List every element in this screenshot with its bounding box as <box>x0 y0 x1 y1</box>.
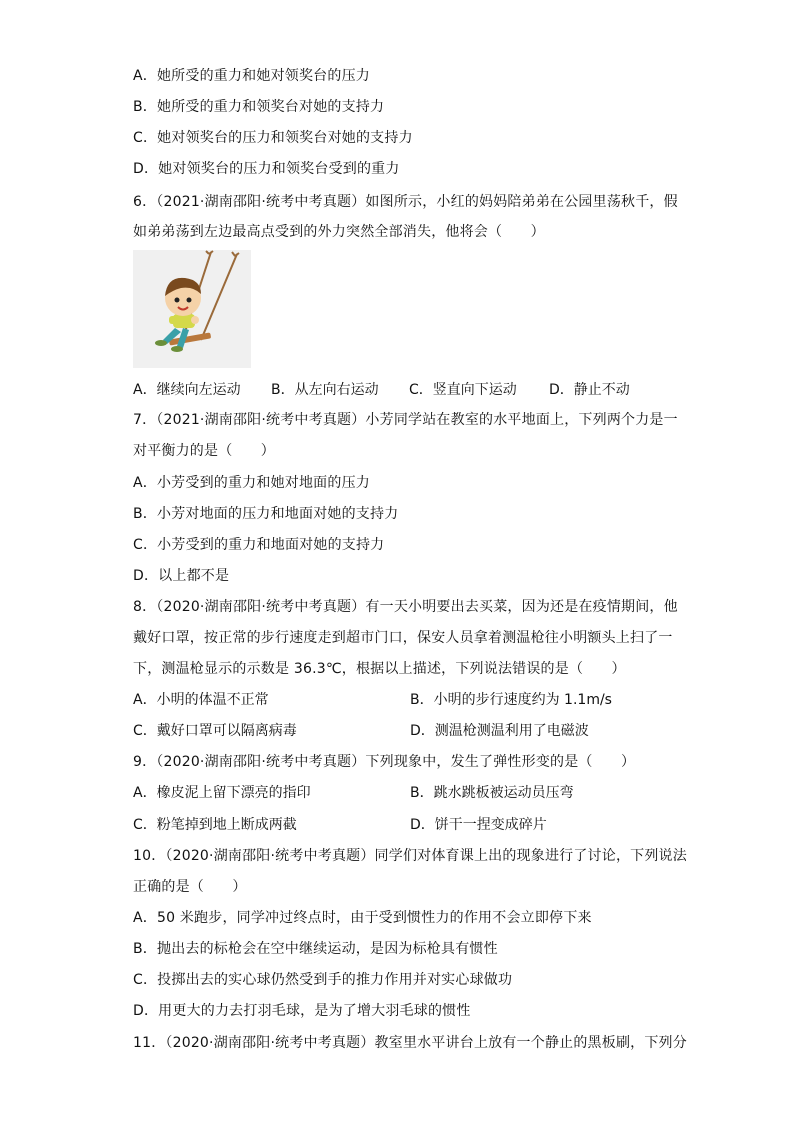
q6-option-b: B．从左向右运动 <box>271 382 379 398</box>
q9-option-a: A．橡皮泥上留下漂亮的指印 <box>133 785 311 801</box>
q7-option-a: A．小芳受到的重力和她对地面的压力 <box>133 475 370 491</box>
q5-option-d: D．她对领奖台的压力和领奖台受到的重力 <box>133 161 400 177</box>
q7-option-b: B．小芳对地面的压力和地面对她的支持力 <box>133 506 399 522</box>
q5-option-a: A．她所受的重力和她对领奖台的压力 <box>133 68 370 84</box>
q9-option-c: C．粉笔掉到地上断成两截 <box>133 817 297 833</box>
q8-option-c: C．戴好口罩可以隔离病毒 <box>133 723 297 739</box>
q10-option-c: C．投掷出去的实心球仍然受到手的推力作用并对实心球做功 <box>133 972 513 988</box>
q11-stem-line1: 11．（2020·湖南邵阳·统考中考真题）教室里水平讲台上放有一个静止的黑板刷，下列分 <box>133 1035 687 1051</box>
q6-stem-line2: 如弟弟荡到左边最高点受到的外力突然全部消失，他将会（ ） <box>133 224 545 240</box>
q8-option-b: B．小明的步行速度约为 1.1m/s <box>410 692 612 708</box>
q8-stem-line1: 8．（2020·湖南邵阳·统考中考真题）有一天小明要出去买菜，因为还是在疫情期间，他 <box>133 599 678 615</box>
q7-option-d: D．以上都不是 <box>133 568 230 584</box>
q7-stem-line1: 7．（2021·湖南邵阳·统考中考真题）小芳同学站在教室的水平地面上，下列两个力是一 <box>133 412 678 428</box>
q6-option-c: C．竖直向下运动 <box>409 382 517 398</box>
q9-option-b: B．跳水跳板被运动员压弯 <box>410 785 574 801</box>
q6-option-d: D．静止不动 <box>549 382 630 398</box>
q5-option-c: C．她对领奖台的压力和领奖台对她的支持力 <box>133 130 413 146</box>
q8-stem-line2: 戴好口罩，按正常的步行速度走到超市门口，保安人员拿着测温枪往小明额头上扫了一 <box>133 630 673 646</box>
swing-boy-illustration <box>133 250 251 368</box>
q8-stem-line3: 下，测温枪显示的示数是 36.3℃，根据以上描述，下列说法错误的是（ ） <box>133 661 626 677</box>
q9-option-d: D．饼干一捏变成碎片 <box>410 817 547 833</box>
q9-stem-line1: 9．（2020·湖南邵阳·统考中考真题）下列现象中，发生了弹性形变的是（ ） <box>133 754 636 770</box>
q8-option-d: D．测温枪测温利用了电磁波 <box>410 723 589 739</box>
q6-option-a: A．继续向左运动 <box>133 382 241 398</box>
q7-option-c: C．小芳受到的重力和地面对她的支持力 <box>133 537 385 553</box>
q6-stem-line1: 6．（2021·湖南邵阳·统考中考真题）如图所示，小红的妈妈陪弟弟在公园里荡秋千，假 <box>133 194 678 210</box>
q7-stem-line2: 对平衡力的是（ ） <box>133 443 275 459</box>
q10-option-d: D．用更大的力去打羽毛球，是为了增大羽毛球的惯性 <box>133 1003 471 1019</box>
swing-boy-icon <box>133 250 251 368</box>
q10-stem-line2: 正确的是（ ） <box>133 879 247 895</box>
q10-stem-line1: 10．（2020·湖南邵阳·统考中考真题）同学们对体育课上出的现象进行了讨论，下列说法 <box>133 848 687 864</box>
q8-option-a: A．小明的体温不正常 <box>133 692 269 708</box>
q5-option-b: B．她所受的重力和领奖台对她的支持力 <box>133 99 385 115</box>
q10-option-b: B．抛出去的标枪会在空中继续运动，是因为标枪具有惯性 <box>133 941 498 957</box>
q10-option-a: A．50 米跑步，同学冲过终点时，由于受到惯性力的作用不会立即停下来 <box>133 910 592 926</box>
